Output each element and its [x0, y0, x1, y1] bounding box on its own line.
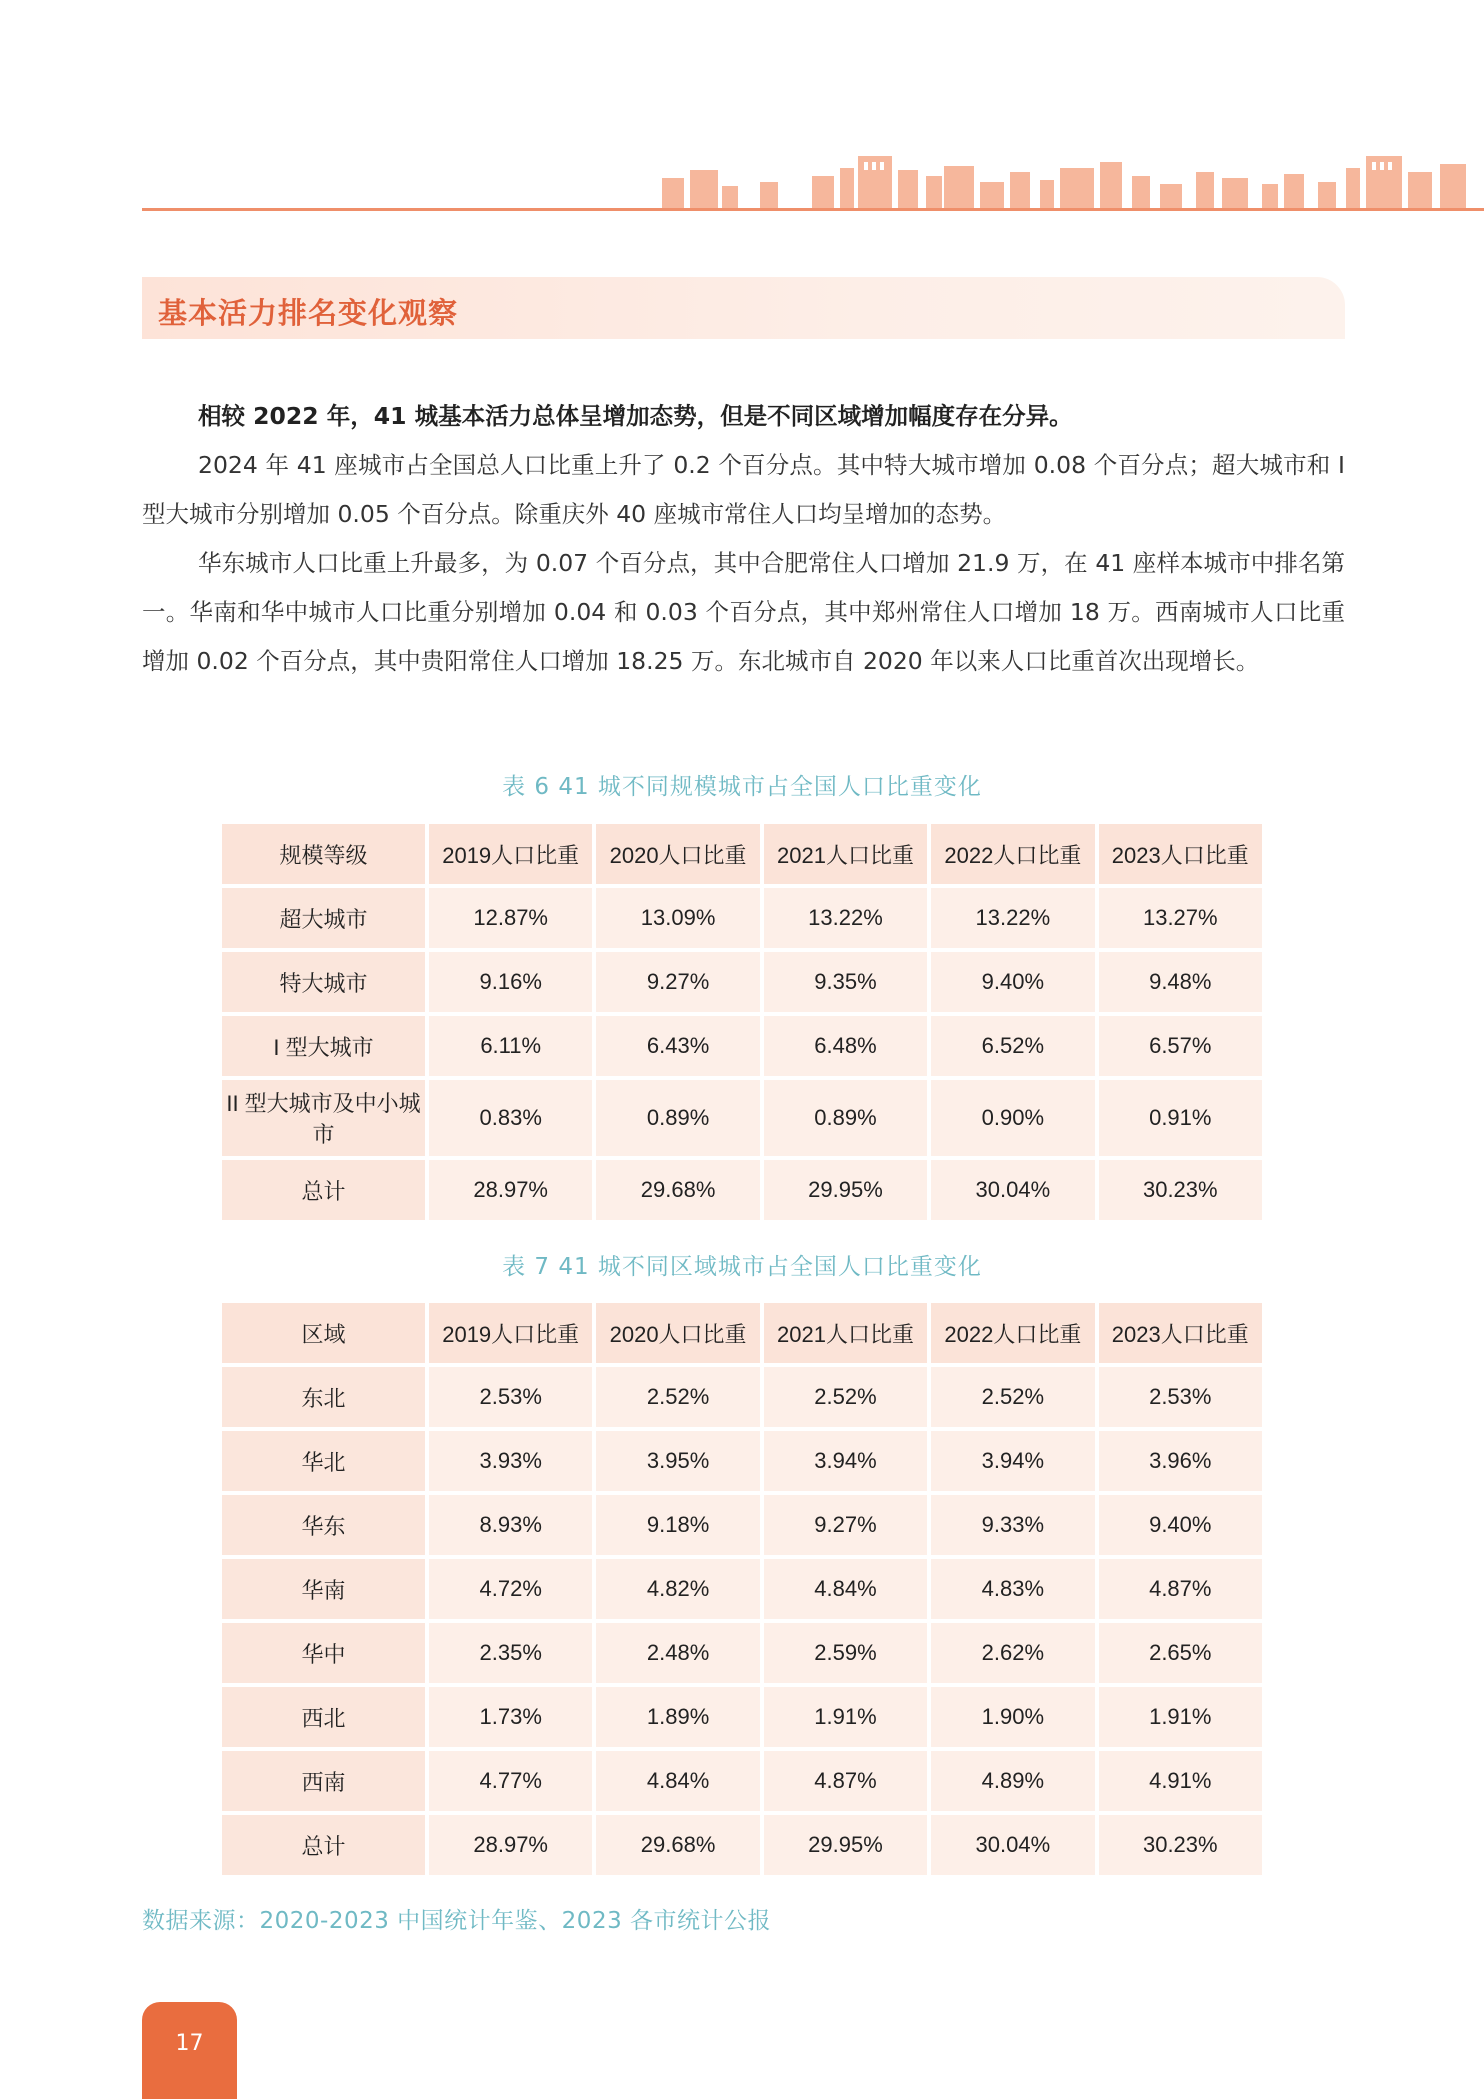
table-cell: 2.35% [429, 1623, 592, 1683]
table-row [222, 1815, 1262, 1875]
table-cell: 0.89% [596, 1080, 759, 1156]
table-row [222, 1080, 1262, 1156]
table6 [218, 820, 1266, 1224]
table-cell: 9.27% [596, 952, 759, 1012]
table-cell: 1.73% [429, 1687, 592, 1747]
body-text [142, 392, 1345, 686]
table-cell: 9.40% [1099, 1495, 1262, 1555]
row-label: 特大城市 [222, 952, 425, 1012]
page-number-label: 17 [175, 2031, 204, 2056]
page-number [142, 2002, 237, 2099]
paragraph: 华东城市人口比重上升最多，为 0.07 个百分点，其中合肥常住人口增加 21.9 万，在 41 座样本城市中排名第一。华南和华中城市人口比重分别增加 0.04 和 0.03 个百分点，其中郑州常住人口增加 18 万。西南城市人口比重增加 0.02 个百分点，其中贵阳常住人口增加 18.25 万。东北城市自 2020 年以来人口比重首次出现增长。 [142, 549, 1345, 675]
table-cell: 3.93% [429, 1431, 592, 1491]
table-cell: 2.52% [764, 1367, 927, 1427]
table-cell: 12.87% [429, 888, 592, 948]
table-cell: 9.48% [1099, 952, 1262, 1012]
table-cell: 6.48% [764, 1016, 927, 1076]
table-cell: 29.68% [596, 1815, 759, 1875]
table-cell: 4.84% [764, 1559, 927, 1619]
header-cell: 规模等级 [222, 824, 425, 884]
table-cell: 4.87% [764, 1751, 927, 1811]
row-label: 华东 [222, 1495, 425, 1555]
table-cell: 4.84% [596, 1751, 759, 1811]
table-cell: 2.52% [931, 1367, 1094, 1427]
table-cell: 2.59% [764, 1623, 927, 1683]
table-cell: 9.35% [764, 952, 927, 1012]
header-cell: 2023人口比重 [1099, 1303, 1262, 1363]
table-cell: 30.23% [1099, 1160, 1262, 1220]
table7-caption: 表 7 41 城不同区域城市占全国人口比重变化 [502, 1254, 982, 1280]
row-label: 东北 [222, 1367, 425, 1427]
table7 [218, 1299, 1266, 1879]
table-cell: 0.83% [429, 1080, 592, 1156]
table-row [222, 1751, 1262, 1811]
table-cell: 4.82% [596, 1559, 759, 1619]
table-cell: 2.65% [1099, 1623, 1262, 1683]
table-cell: 9.40% [931, 952, 1094, 1012]
header-cell: 2022人口比重 [931, 824, 1094, 884]
table-row [222, 1367, 1262, 1427]
table-cell: 6.11% [429, 1016, 592, 1076]
table-row [222, 952, 1262, 1012]
table-cell: 0.90% [931, 1080, 1094, 1156]
table-cell: 1.90% [931, 1687, 1094, 1747]
table-cell: 13.22% [764, 888, 927, 948]
header-cell: 2020人口比重 [596, 824, 759, 884]
row-label: 西北 [222, 1687, 425, 1747]
header-cell: 2021人口比重 [764, 1303, 927, 1363]
row-label: II 型大城市及中小城市 [222, 1080, 425, 1156]
table-cell: 4.77% [429, 1751, 592, 1811]
table-cell: 13.27% [1099, 888, 1262, 948]
table-cell: 9.27% [764, 1495, 927, 1555]
data-source-note: 数据来源：2020-2023 中国统计年鉴、2023 各市统计公报 [142, 1908, 772, 1934]
table-cell: 2.52% [596, 1367, 759, 1427]
table-cell: 29.95% [764, 1815, 927, 1875]
table-cell: 4.83% [931, 1559, 1094, 1619]
header-cell: 2019人口比重 [429, 1303, 592, 1363]
table-cell: 9.33% [931, 1495, 1094, 1555]
table-cell: 4.89% [931, 1751, 1094, 1811]
table-cell: 30.23% [1099, 1815, 1262, 1875]
table-row [222, 1431, 1262, 1491]
table-row [222, 1160, 1262, 1220]
table-cell: 6.43% [596, 1016, 759, 1076]
header-cell: 2021人口比重 [764, 824, 927, 884]
table-cell: 1.89% [596, 1687, 759, 1747]
table-row [222, 1623, 1262, 1683]
table-cell: 30.04% [931, 1160, 1094, 1220]
table-cell: 8.93% [429, 1495, 592, 1555]
table-cell: 13.09% [596, 888, 759, 948]
header-cell: 2022人口比重 [931, 1303, 1094, 1363]
header-cell: 2019人口比重 [429, 824, 592, 884]
table-header-row [222, 1303, 1262, 1363]
row-label: 总计 [222, 1160, 425, 1220]
table-cell: 30.04% [931, 1815, 1094, 1875]
table-cell: 2.48% [596, 1623, 759, 1683]
table-row [222, 888, 1262, 948]
table-cell: 3.96% [1099, 1431, 1262, 1491]
section-title: 基本活力排名变化观察 [158, 296, 459, 330]
row-label: 华中 [222, 1623, 425, 1683]
table-cell: 3.94% [931, 1431, 1094, 1491]
paragraph: 2024 年 41 座城市占全国总人口比重上升了 0.2 个百分点。其中特大城市增加 0.08 个百分点；超大城市和 I 型大城市分别增加 0.05 个百分点。除重庆外 40 座城市常住人口均呈增加的态势。 [142, 451, 1345, 528]
table-cell: 2.53% [429, 1367, 592, 1427]
table-cell: 3.95% [596, 1431, 759, 1491]
table-cell: 1.91% [1099, 1687, 1262, 1747]
table-cell: 13.22% [931, 888, 1094, 948]
skyline-illustration [0, 0, 1484, 215]
table-cell: 2.53% [1099, 1367, 1262, 1427]
table6-caption: 表 6 41 城不同规模城市占全国人口比重变化 [502, 774, 982, 800]
table-cell: 29.68% [596, 1160, 759, 1220]
row-label: 总计 [222, 1815, 425, 1875]
table-cell: 4.72% [429, 1559, 592, 1619]
table-cell: 6.52% [931, 1016, 1094, 1076]
table-cell: 0.91% [1099, 1080, 1262, 1156]
table-cell: 9.18% [596, 1495, 759, 1555]
table-cell: 1.91% [764, 1687, 927, 1747]
table-row [222, 1016, 1262, 1076]
table-cell: 4.87% [1099, 1559, 1262, 1619]
table-header-row [222, 824, 1262, 884]
row-label: I 型大城市 [222, 1016, 425, 1076]
lead-paragraph: 相较 2022 年，41 城基本活力总体呈增加态势，但是不同区域增加幅度存在分异。 [198, 402, 1073, 430]
header-cell: 2020人口比重 [596, 1303, 759, 1363]
table-cell: 0.89% [764, 1080, 927, 1156]
table-cell: 9.16% [429, 952, 592, 1012]
table-row [222, 1559, 1262, 1619]
table-cell: 2.62% [931, 1623, 1094, 1683]
header-cell: 2023人口比重 [1099, 824, 1262, 884]
table-cell: 29.95% [764, 1160, 927, 1220]
row-label: 华南 [222, 1559, 425, 1619]
table-cell: 28.97% [429, 1160, 592, 1220]
row-label: 西南 [222, 1751, 425, 1811]
section-header [142, 277, 1345, 339]
table-cell: 3.94% [764, 1431, 927, 1491]
header-cell: 区域 [222, 1303, 425, 1363]
table-row [222, 1495, 1262, 1555]
row-label: 华北 [222, 1431, 425, 1491]
table-cell: 6.57% [1099, 1016, 1262, 1076]
table-row [222, 1687, 1262, 1747]
table-cell: 28.97% [429, 1815, 592, 1875]
row-label: 超大城市 [222, 888, 425, 948]
table-cell: 4.91% [1099, 1751, 1262, 1811]
